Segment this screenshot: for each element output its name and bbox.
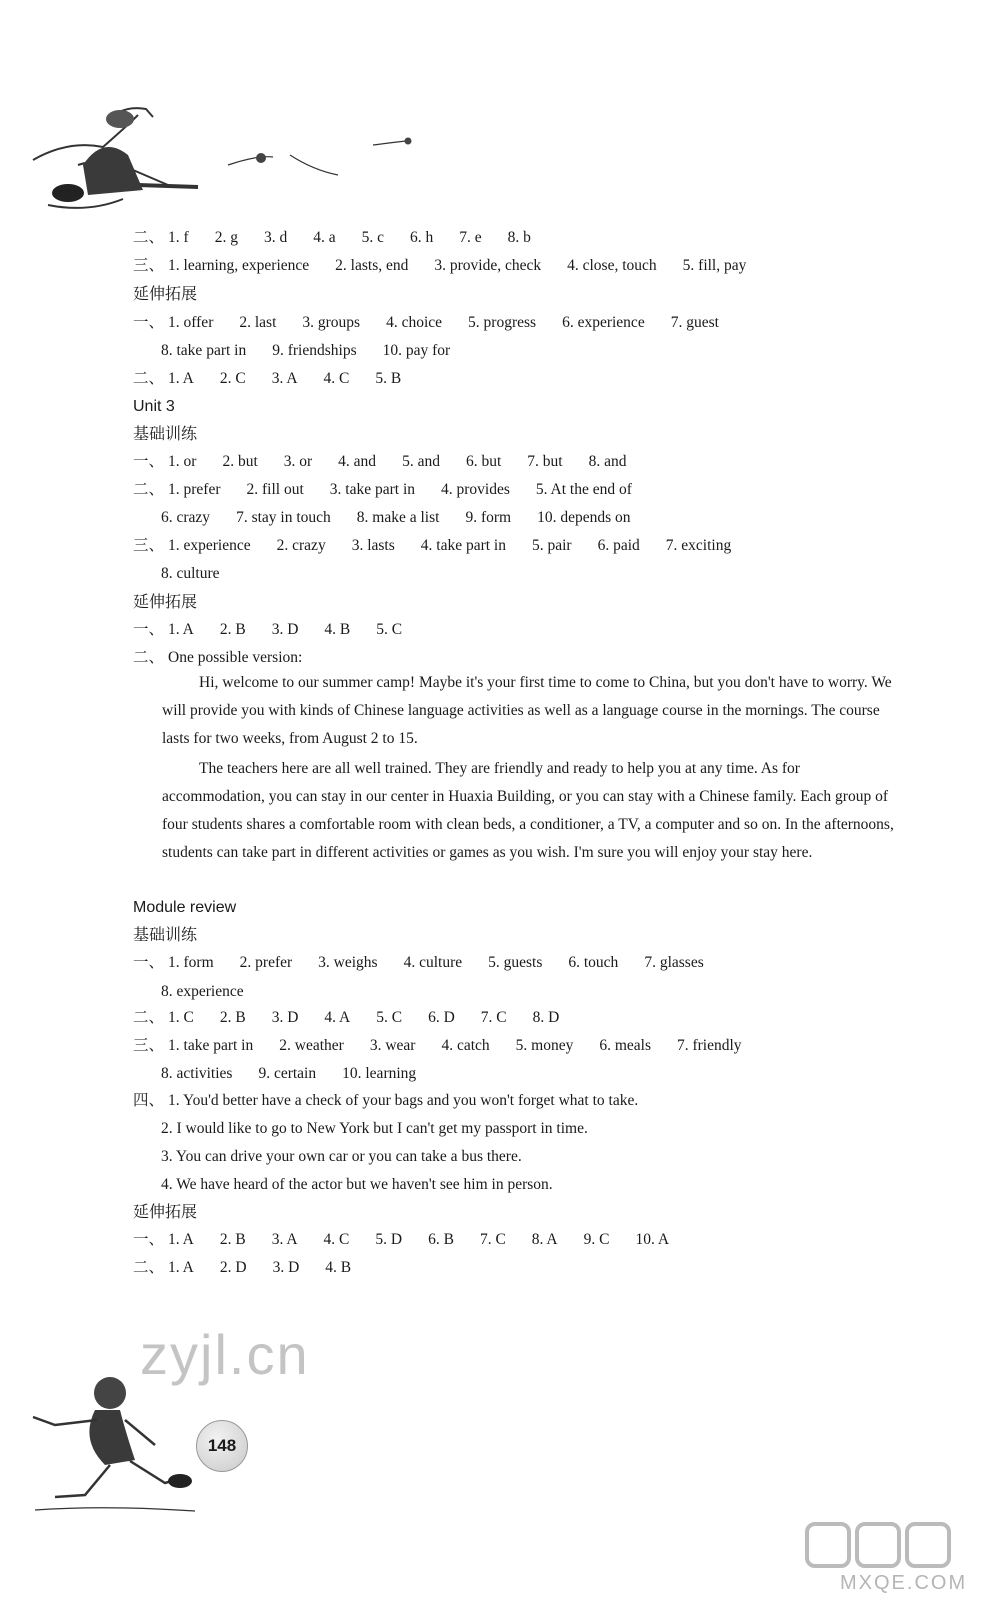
answer-row	[133, 1008, 559, 1028]
answer-item: 6. experience	[562, 314, 645, 331]
answer-item: 4. B	[324, 621, 351, 638]
answer-item: 8. activities	[161, 1065, 233, 1082]
answer-item: 9. certain	[258, 1065, 317, 1082]
answer-row	[133, 1175, 553, 1195]
answer-row	[133, 1064, 416, 1084]
answer-item: 4. We have heard of the actor but we haven't see him in person.	[161, 1176, 553, 1193]
answer-row	[133, 313, 719, 333]
answer-row	[133, 256, 746, 276]
answer-row	[133, 1119, 588, 1139]
answer-row	[133, 369, 401, 389]
answer-item: 7. glasses	[644, 954, 704, 971]
answer-row	[133, 508, 631, 528]
answer-item: 4. provides	[441, 481, 510, 498]
answer-item: 5. At the end of	[535, 481, 632, 498]
answer-item: 1. A	[168, 1259, 194, 1276]
answer-item: 5. guests	[488, 954, 543, 971]
answer-item: 3. lasts	[351, 537, 395, 554]
answer-item: 5. D	[375, 1231, 403, 1248]
answer-row	[133, 564, 220, 584]
answer-item: 4. close, touch	[567, 257, 657, 274]
answer-item: 8. b	[507, 229, 531, 246]
answer-item: 4. choice	[386, 314, 443, 331]
answer-item: 3. You can drive your own car or you can take a bus there.	[161, 1148, 522, 1165]
answer-item: 6. but	[465, 453, 502, 470]
answer-item: 1. learning, experience	[168, 257, 310, 274]
answer-item: 4. A	[324, 1009, 351, 1026]
runner-illustration	[25, 1365, 200, 1515]
answer-item: 7. friendly	[676, 1037, 742, 1054]
answer-item: 1. f	[168, 229, 189, 246]
answer-item: 2. I would like to go to New York but I can't get my passport in time.	[161, 1120, 588, 1137]
answer-item: 1. A	[168, 370, 194, 387]
answer-row	[133, 1147, 522, 1167]
answer-item: 6. B	[428, 1231, 454, 1248]
mxqe-logo-icon	[805, 1520, 965, 1572]
answer-item: 6. paid	[597, 537, 640, 554]
answer-item: 6. meals	[599, 1037, 651, 1054]
section-heading: Unit 3	[133, 398, 175, 415]
answer-item: 2. but	[222, 453, 258, 470]
answer-item: 2. B	[219, 621, 246, 638]
answer-item: 6. D	[428, 1009, 455, 1026]
answer-item: 7. but	[527, 453, 563, 470]
page-number-badge: 148	[196, 1420, 248, 1472]
answer-item: 8. make a list	[356, 509, 440, 526]
answer-item: 3. provide, check	[434, 257, 542, 274]
answer-row	[133, 480, 632, 500]
answer-row	[133, 1091, 638, 1111]
answer-item: 9. form	[465, 509, 512, 526]
question-group-label: 二、	[133, 1009, 165, 1026]
answer-item: 10. learning	[342, 1065, 417, 1082]
answer-row	[133, 1258, 351, 1278]
section-heading: 延伸拓展	[133, 1204, 198, 1221]
answer-item: 9. friendships	[272, 342, 357, 359]
answer-item: 2. fill out	[246, 481, 304, 498]
answer-item: 8. A	[531, 1231, 558, 1248]
answer-item: 4. culture	[403, 954, 463, 971]
answer-item: 5. C	[376, 621, 403, 638]
answer-item: 1. form	[168, 954, 214, 971]
answer-item: 5. C	[376, 1009, 403, 1026]
answer-item: 4. C	[323, 370, 350, 387]
answer-row	[133, 341, 450, 361]
hockey-player-illustration	[28, 95, 428, 220]
answer-item: 1. experience	[168, 537, 251, 554]
answer-row	[133, 228, 531, 248]
answer-item: 3. or	[283, 453, 313, 470]
answer-item: 2. crazy	[276, 537, 326, 554]
answer-row	[133, 982, 244, 1002]
answer-item: 3. A	[271, 370, 298, 387]
answer-item: 3. A	[271, 1231, 298, 1248]
answer-item: 2. D	[219, 1259, 247, 1276]
answer-item: 8. and	[588, 453, 627, 470]
answer-item: 9. C	[583, 1231, 610, 1248]
answer-item: 3. D	[271, 1009, 299, 1026]
essay-paragraph-2: The teachers here are all well trained. They are friendly and ready to help you at any time. As for accommodation, you can stay in our center in Huaxia Building, or you can stay with a Chinese family. Each group of four students shares a comfortable room with clean beds, a conditioner, a TV, a computer and so on. In the afternoons, students can take part in different activities or games as you wish. I'm sure you will enjoy your stay here.	[162, 760, 894, 861]
answer-item: 2. weather	[279, 1037, 344, 1054]
answer-item: 4. C	[323, 1231, 350, 1248]
answer-item: 5. c	[361, 229, 384, 246]
answer-item: 5. and	[402, 453, 440, 470]
answer-item: 3. weighs	[318, 954, 378, 971]
answer-item: 6. crazy	[161, 509, 211, 526]
answer-item: 4. and	[338, 453, 377, 470]
answer-item: 5. pair	[532, 537, 572, 554]
answer-item: 3. d	[263, 229, 288, 246]
question-group-label: 三、	[133, 257, 165, 274]
answer-item: 5. fill, pay	[682, 257, 747, 274]
answer-item: 2. C	[219, 370, 246, 387]
question-group-label: 一、	[133, 314, 165, 331]
answer-item: 3. groups	[302, 314, 361, 331]
answer-item: 1. A	[168, 1231, 194, 1248]
section-heading: 延伸拓展	[133, 286, 198, 303]
answer-row	[133, 1230, 669, 1250]
question-group-label: 三、	[133, 1037, 165, 1054]
answer-item: 3. D	[271, 621, 299, 638]
answer-item: 2. prefer	[239, 954, 293, 971]
answer-item: 10. depends on	[537, 509, 631, 526]
answer-item: 4. a	[313, 229, 336, 246]
answer-item: 5. progress	[468, 314, 537, 331]
watermark-zyjl: zyjl.cn	[140, 1323, 310, 1386]
question-group-label: 一、	[133, 1231, 165, 1248]
question-group-label: 三、	[133, 537, 165, 554]
answer-item: 1. C	[168, 1009, 194, 1026]
answer-item: 7. stay in touch	[236, 509, 331, 526]
answer-item: 1. prefer	[168, 481, 221, 498]
answer-item: 6. touch	[568, 954, 619, 971]
answer-item: 7. e	[459, 229, 482, 246]
question-group-label: 二、	[133, 229, 165, 246]
answer-item: 10. pay for	[382, 342, 451, 359]
question-group-label: 一、	[133, 621, 165, 638]
question-group-label: 二、	[133, 649, 165, 666]
essay-paragraph-1: Hi, welcome to our summer camp! Maybe it's your first time to come to China, but you don't have to worry. We will provide you with kinds of Chinese language activities as well as a language course in the mornings. The course lasts for two weeks, from August 2 to 15.	[162, 674, 892, 747]
answer-item: 5. B	[375, 370, 402, 387]
answer-item: 2. lasts, end	[335, 257, 409, 274]
section-heading: 基础训练	[133, 426, 198, 443]
answer-item: 3. wear	[369, 1037, 416, 1054]
answer-item: 4. take part in	[420, 537, 506, 554]
answer-row	[133, 953, 704, 973]
answer-item: 2. last	[239, 314, 277, 331]
question-group-label: 二、	[133, 370, 165, 387]
watermark-mxqe: MXQE.COM	[840, 1572, 968, 1594]
answer-row	[133, 1036, 742, 1056]
answer-item: 4. catch	[441, 1037, 490, 1054]
answer-item: 3. take part in	[329, 481, 416, 498]
answer-item: 5. money	[515, 1037, 574, 1054]
answer-item: One possible version:	[168, 649, 303, 666]
answer-item: 1. offer	[168, 314, 214, 331]
answer-item: 1. You'd better have a check of your bags and you won't forget what to take.	[168, 1092, 639, 1109]
question-group-label: 一、	[133, 954, 165, 971]
answer-item: 1. take part in	[168, 1037, 254, 1054]
answer-item: 7. C	[480, 1009, 507, 1026]
answer-item: 7. exciting	[665, 537, 732, 554]
answer-item: 8. take part in	[161, 342, 247, 359]
answer-item: 7. C	[479, 1231, 506, 1248]
answer-item: 4. B	[325, 1259, 352, 1276]
answer-item: 8. culture	[161, 565, 220, 582]
answer-item: 10. A	[635, 1231, 670, 1248]
answer-item: 8. experience	[161, 983, 244, 1000]
answer-row	[133, 648, 302, 668]
question-group-label: 四、	[133, 1092, 165, 1109]
question-group-label: 二、	[133, 1259, 165, 1276]
answer-item: 2. g	[214, 229, 238, 246]
answer-item: 3. D	[272, 1259, 300, 1276]
section-heading: 延伸拓展	[133, 594, 198, 611]
question-group-label: 二、	[133, 481, 165, 498]
answer-item: 8. D	[532, 1009, 560, 1026]
section-heading: Module review	[133, 899, 237, 916]
answer-item: 1. or	[168, 453, 197, 470]
answer-item: 7. guest	[670, 314, 719, 331]
answer-item: 2. B	[219, 1231, 246, 1248]
question-group-label: 一、	[133, 453, 165, 470]
answer-item: 1. A	[168, 621, 194, 638]
answer-item: 6. h	[409, 229, 434, 246]
answer-row	[133, 536, 731, 556]
answer-row	[133, 620, 402, 640]
answer-item: 2. B	[219, 1009, 246, 1026]
section-heading: 基础训练	[133, 927, 198, 944]
answer-row	[133, 452, 626, 472]
